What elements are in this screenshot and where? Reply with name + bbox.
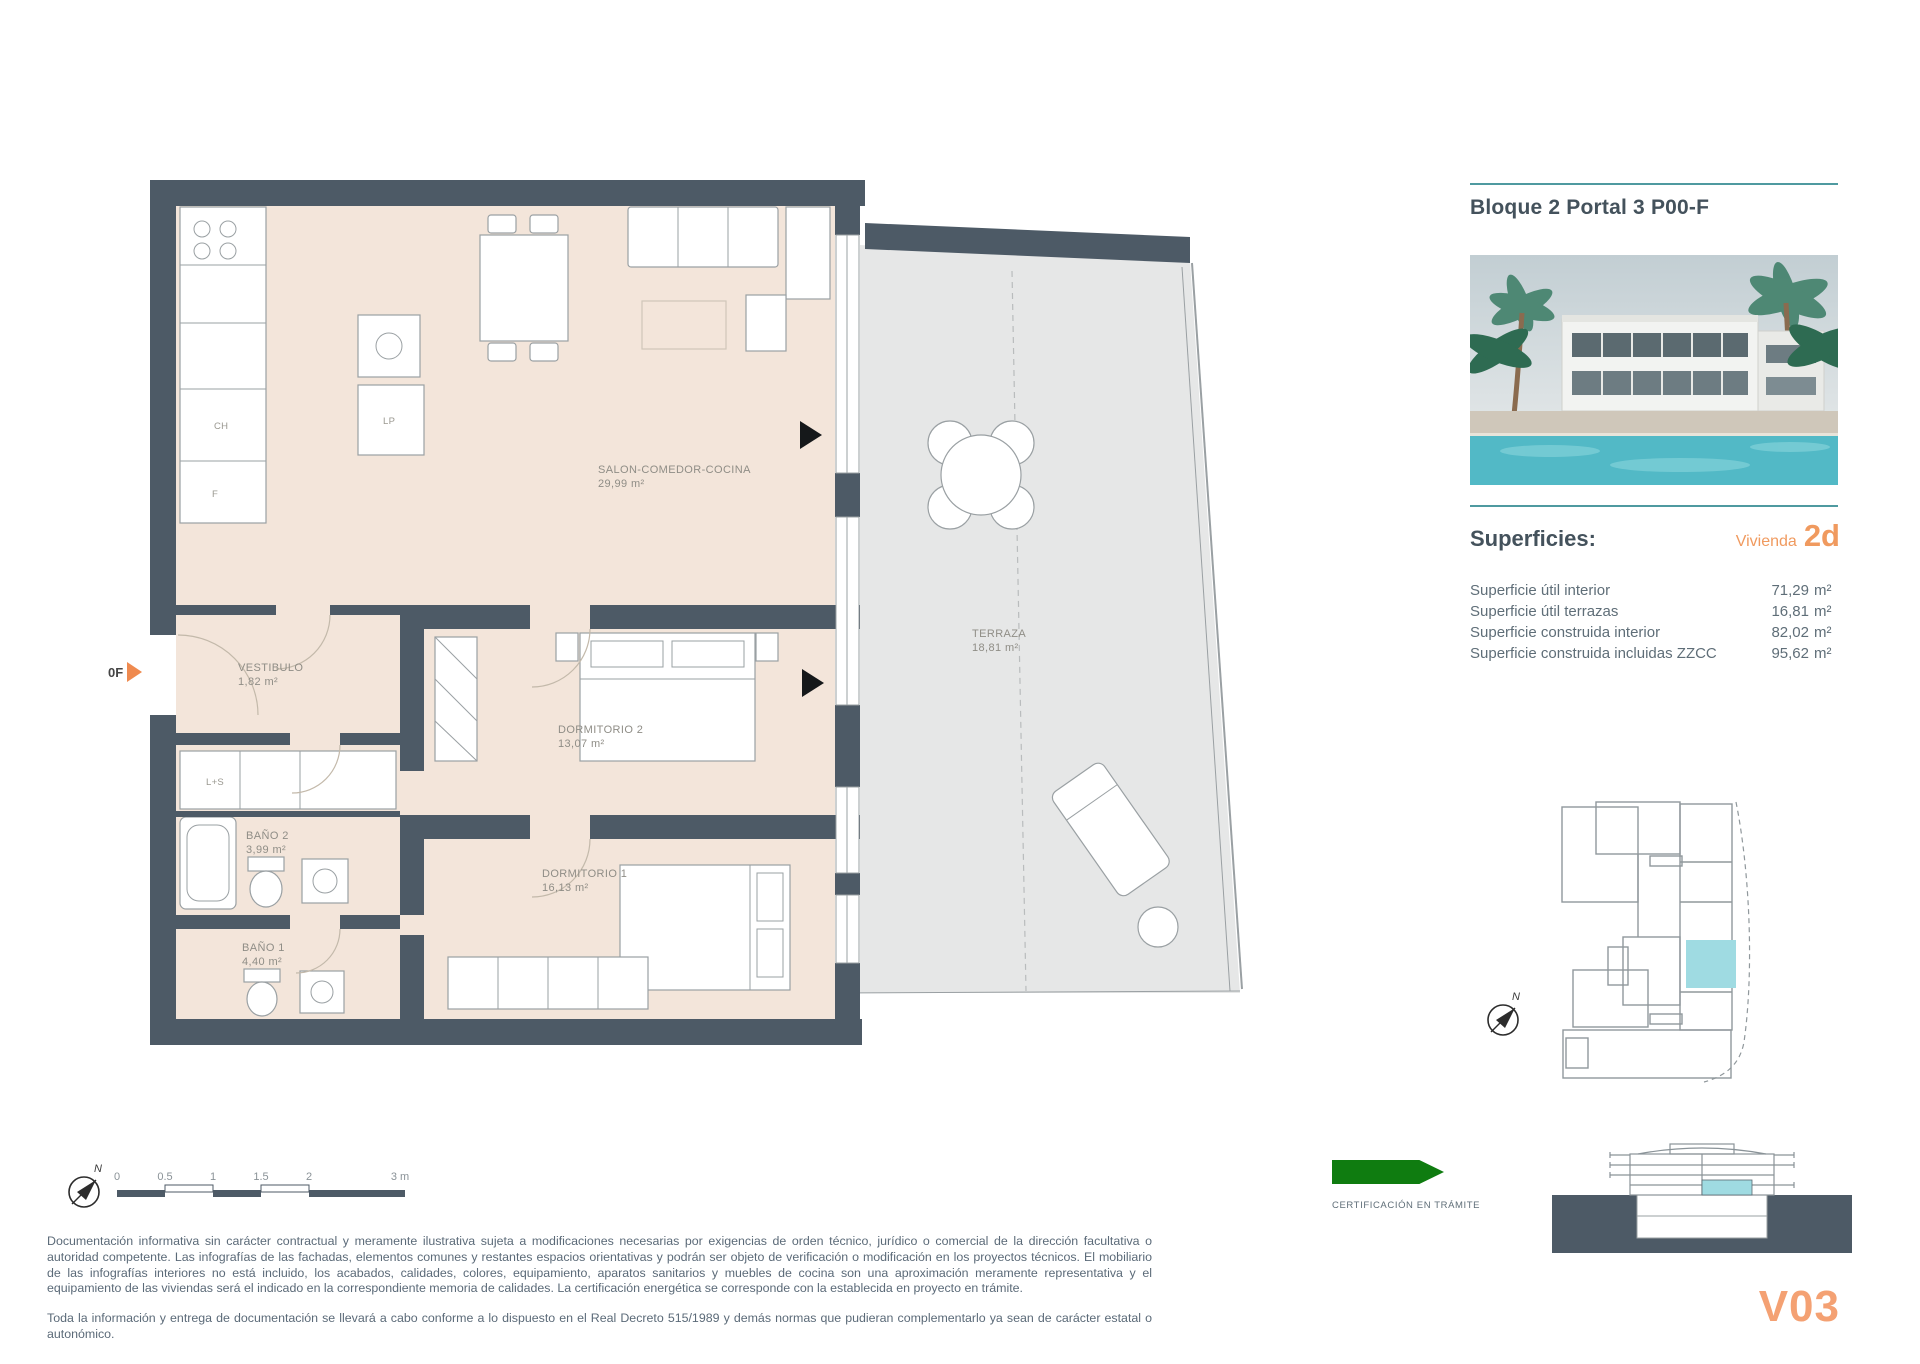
label-dormitorio2-area: 13,07 m² bbox=[558, 738, 605, 750]
sitemap-compass-north: N bbox=[1512, 991, 1520, 1003]
dining-set bbox=[480, 215, 568, 361]
plan-compass-north: N bbox=[94, 1163, 102, 1175]
windows bbox=[836, 235, 859, 963]
label-vestibulo-name: VESTIBULO bbox=[238, 662, 304, 674]
scale-tick: 0.5 bbox=[157, 1171, 173, 1183]
label-salon-area: 29,99 m² bbox=[598, 478, 645, 490]
vivienda-label: Vivienda bbox=[1735, 533, 1797, 550]
scale-bar bbox=[112, 1168, 422, 1204]
building-render-illustration bbox=[1470, 255, 1838, 485]
certification-label: CERTIFICACIÓN EN TRÁMITE bbox=[1332, 1200, 1481, 1211]
scale-tick: 1.5 bbox=[253, 1171, 269, 1183]
row-label: Superficie construida interior bbox=[1470, 624, 1661, 641]
label-terraza-name: TERRAZA bbox=[972, 628, 1027, 640]
scale-tick: 2 bbox=[305, 1171, 313, 1183]
disclaimer-paragraph-2: Toda la información y entrega de documentación se llevará a cabo conforme a lo dispuesto en el Real Decreto 515/1989 y demás normas que pudieran complementarlo ya sean de carácter estatal o autonómico. bbox=[47, 1311, 1152, 1341]
entry-label: 0F bbox=[108, 664, 124, 680]
row-label: Superficie útil interior bbox=[1470, 582, 1611, 599]
superficies-row bbox=[1470, 601, 1840, 622]
superficies-row bbox=[1470, 643, 1840, 664]
divider-superficies bbox=[1470, 505, 1838, 507]
label-bano1-name: BAÑO 1 bbox=[242, 942, 285, 954]
superficies-panel bbox=[1470, 520, 1840, 664]
sitemap-compass bbox=[1488, 991, 1520, 1035]
label-ch: CH bbox=[214, 421, 229, 432]
label-f: F bbox=[212, 489, 219, 500]
row-label: Superficie útil terrazas bbox=[1470, 603, 1619, 620]
plan-compass bbox=[60, 1158, 112, 1216]
label-salon-name: SALON-COMEDOR-COCINA bbox=[598, 464, 751, 476]
label-dormitorio1-name: DORMITORIO 1 bbox=[542, 868, 628, 880]
entry-arrow-icon bbox=[127, 662, 142, 682]
site-key-plan bbox=[1478, 792, 1818, 1097]
legal-disclaimer bbox=[47, 1234, 1152, 1343]
scale-tick: 1 bbox=[209, 1171, 217, 1183]
row-value: 95,62 bbox=[1771, 645, 1809, 662]
vivienda-tag bbox=[1736, 520, 1840, 551]
superficies-row bbox=[1470, 622, 1840, 643]
label-dormitorio2-name: DORMITORIO 2 bbox=[558, 724, 644, 736]
plan-version: V03 bbox=[1758, 1282, 1840, 1331]
highlighted-unit-section bbox=[1702, 1180, 1752, 1195]
label-bano2-area: 3,99 m² bbox=[246, 844, 287, 856]
label-terraza-area: 18,81 m² bbox=[972, 642, 1019, 654]
certification-arrow-icon bbox=[1332, 1160, 1444, 1184]
building-render bbox=[1470, 255, 1838, 485]
scale-tick: 0 bbox=[113, 1171, 121, 1183]
certification-block bbox=[1332, 1160, 1481, 1211]
disclaimer-paragraph-1: Documentación informativa sin carácter contractual y meramente ilustrativa sujeta a modificaciones necesarias por exigencias de orden técnico, jurídico o comercial de la dirección facultativa o autoridad competente. Las infografías de las fachadas, elementos comunes y restantes espacios orientativas y podrán ser objeto de verificación o modificación en los proyectos técnicos. El mobiliario de las infografías interiores no está incluido, los acabados, calidades, colores, equipamiento, aparatos sanitarios y muebles de cocina son una aproximación meramente representativa y el equipamiento de las viviendas será el indicado en la correspondiente memoria de calidades. La certificación energética se corresponde con la establecida en proyecto en trámite. bbox=[47, 1234, 1152, 1296]
row-value: 82,02 bbox=[1771, 624, 1809, 641]
building-section bbox=[1552, 1138, 1852, 1278]
scale-tick: 3 m bbox=[390, 1171, 410, 1183]
entry-flag bbox=[108, 662, 142, 682]
divider-top bbox=[1470, 183, 1838, 185]
superficies-table bbox=[1470, 580, 1840, 664]
superficies-row bbox=[1470, 580, 1840, 601]
label-vestibulo-area: 1,82 m² bbox=[238, 676, 279, 688]
row-unit: m² bbox=[1814, 603, 1832, 620]
page-title: Bloque 2 Portal 3 P00-F bbox=[1470, 196, 1710, 219]
highlighted-unit bbox=[1686, 940, 1736, 988]
vivienda-code: 2d bbox=[1803, 518, 1840, 553]
superficies-heading: Superficies: bbox=[1470, 526, 1596, 551]
row-unit: m² bbox=[1814, 645, 1832, 662]
label-bano2-name: BAÑO 2 bbox=[246, 830, 289, 842]
row-value: 16,81 bbox=[1771, 603, 1809, 620]
floor-plan bbox=[150, 175, 1260, 1045]
label-lp: LP bbox=[383, 416, 396, 427]
row-unit: m² bbox=[1814, 582, 1832, 599]
row-label: Superficie construida incluidas ZZCC bbox=[1470, 645, 1717, 662]
label-ls: L+S bbox=[206, 777, 225, 788]
label-bano1-area: 4,40 m² bbox=[242, 956, 283, 968]
row-unit: m² bbox=[1814, 624, 1832, 641]
label-dormitorio1-area: 16,13 m² bbox=[542, 882, 589, 894]
row-value: 71,29 bbox=[1771, 582, 1809, 599]
